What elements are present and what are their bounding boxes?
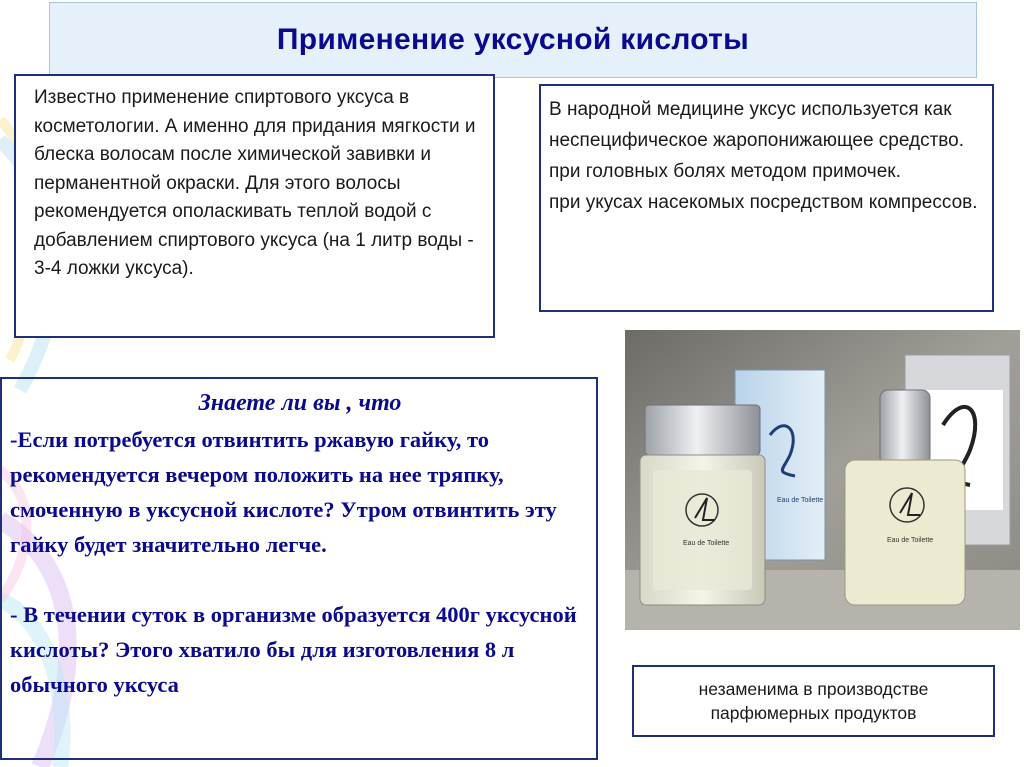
cosmetology-text-box <box>14 74 495 338</box>
left-bottle-label: Eau de Toilette <box>683 540 730 547</box>
perfume-caption-box <box>632 665 995 737</box>
medicine-line-2: при головных болях методом примочек. <box>549 161 901 182</box>
fact-rusty-nut: -Если потребуется отвинтить ржавую гайку, то рекомендуется вечером положить на нее тряпку, смоченную в уксусной кислоте? Утром отвинтить эту гайку будет значительно легче. <box>10 427 557 557</box>
medicine-line-3: при укусах насекомых посредством компрессов. <box>549 192 978 213</box>
medicine-line-1: В народной медицине уксус используется как неспецифическое жаропонижающее средство. <box>549 99 965 151</box>
slide-title: Применение уксусной кислоты <box>276 23 750 56</box>
caption-line-2: парфюмерных продуктов <box>710 703 917 723</box>
box-label: Eau de Toilette <box>777 497 824 504</box>
right-bottle-label: Eau de Toilette <box>887 537 934 544</box>
title-bar <box>49 2 977 78</box>
folk-medicine-text-box <box>539 84 994 312</box>
fact-spacer <box>10 562 590 597</box>
did-you-know-box <box>0 377 598 760</box>
did-you-know-heading: Знаете ли вы , что <box>198 390 402 416</box>
perfume-bottles-image <box>625 330 1020 630</box>
cosmetology-text: Известно применение спиртового уксуса в косметологии. А именно для придания мягкости и блеска волосам после химической завивки и перманентной окраски. Для этого волосы рекомендуется ополаскивать теплой водой с добавлением спиртового уксуса (на 1 литр воды - 3-4 ложки уксуса). <box>34 87 476 279</box>
caption-line-1: незаменима в производстве <box>698 679 929 699</box>
perfume-bottles-photo <box>625 330 1020 630</box>
fact-body-acetic-acid: - В течении суток в организме образуется 400г уксусной кислоты? Этого хватило бы для изготовления 8 л обычного уксуса <box>10 602 577 697</box>
